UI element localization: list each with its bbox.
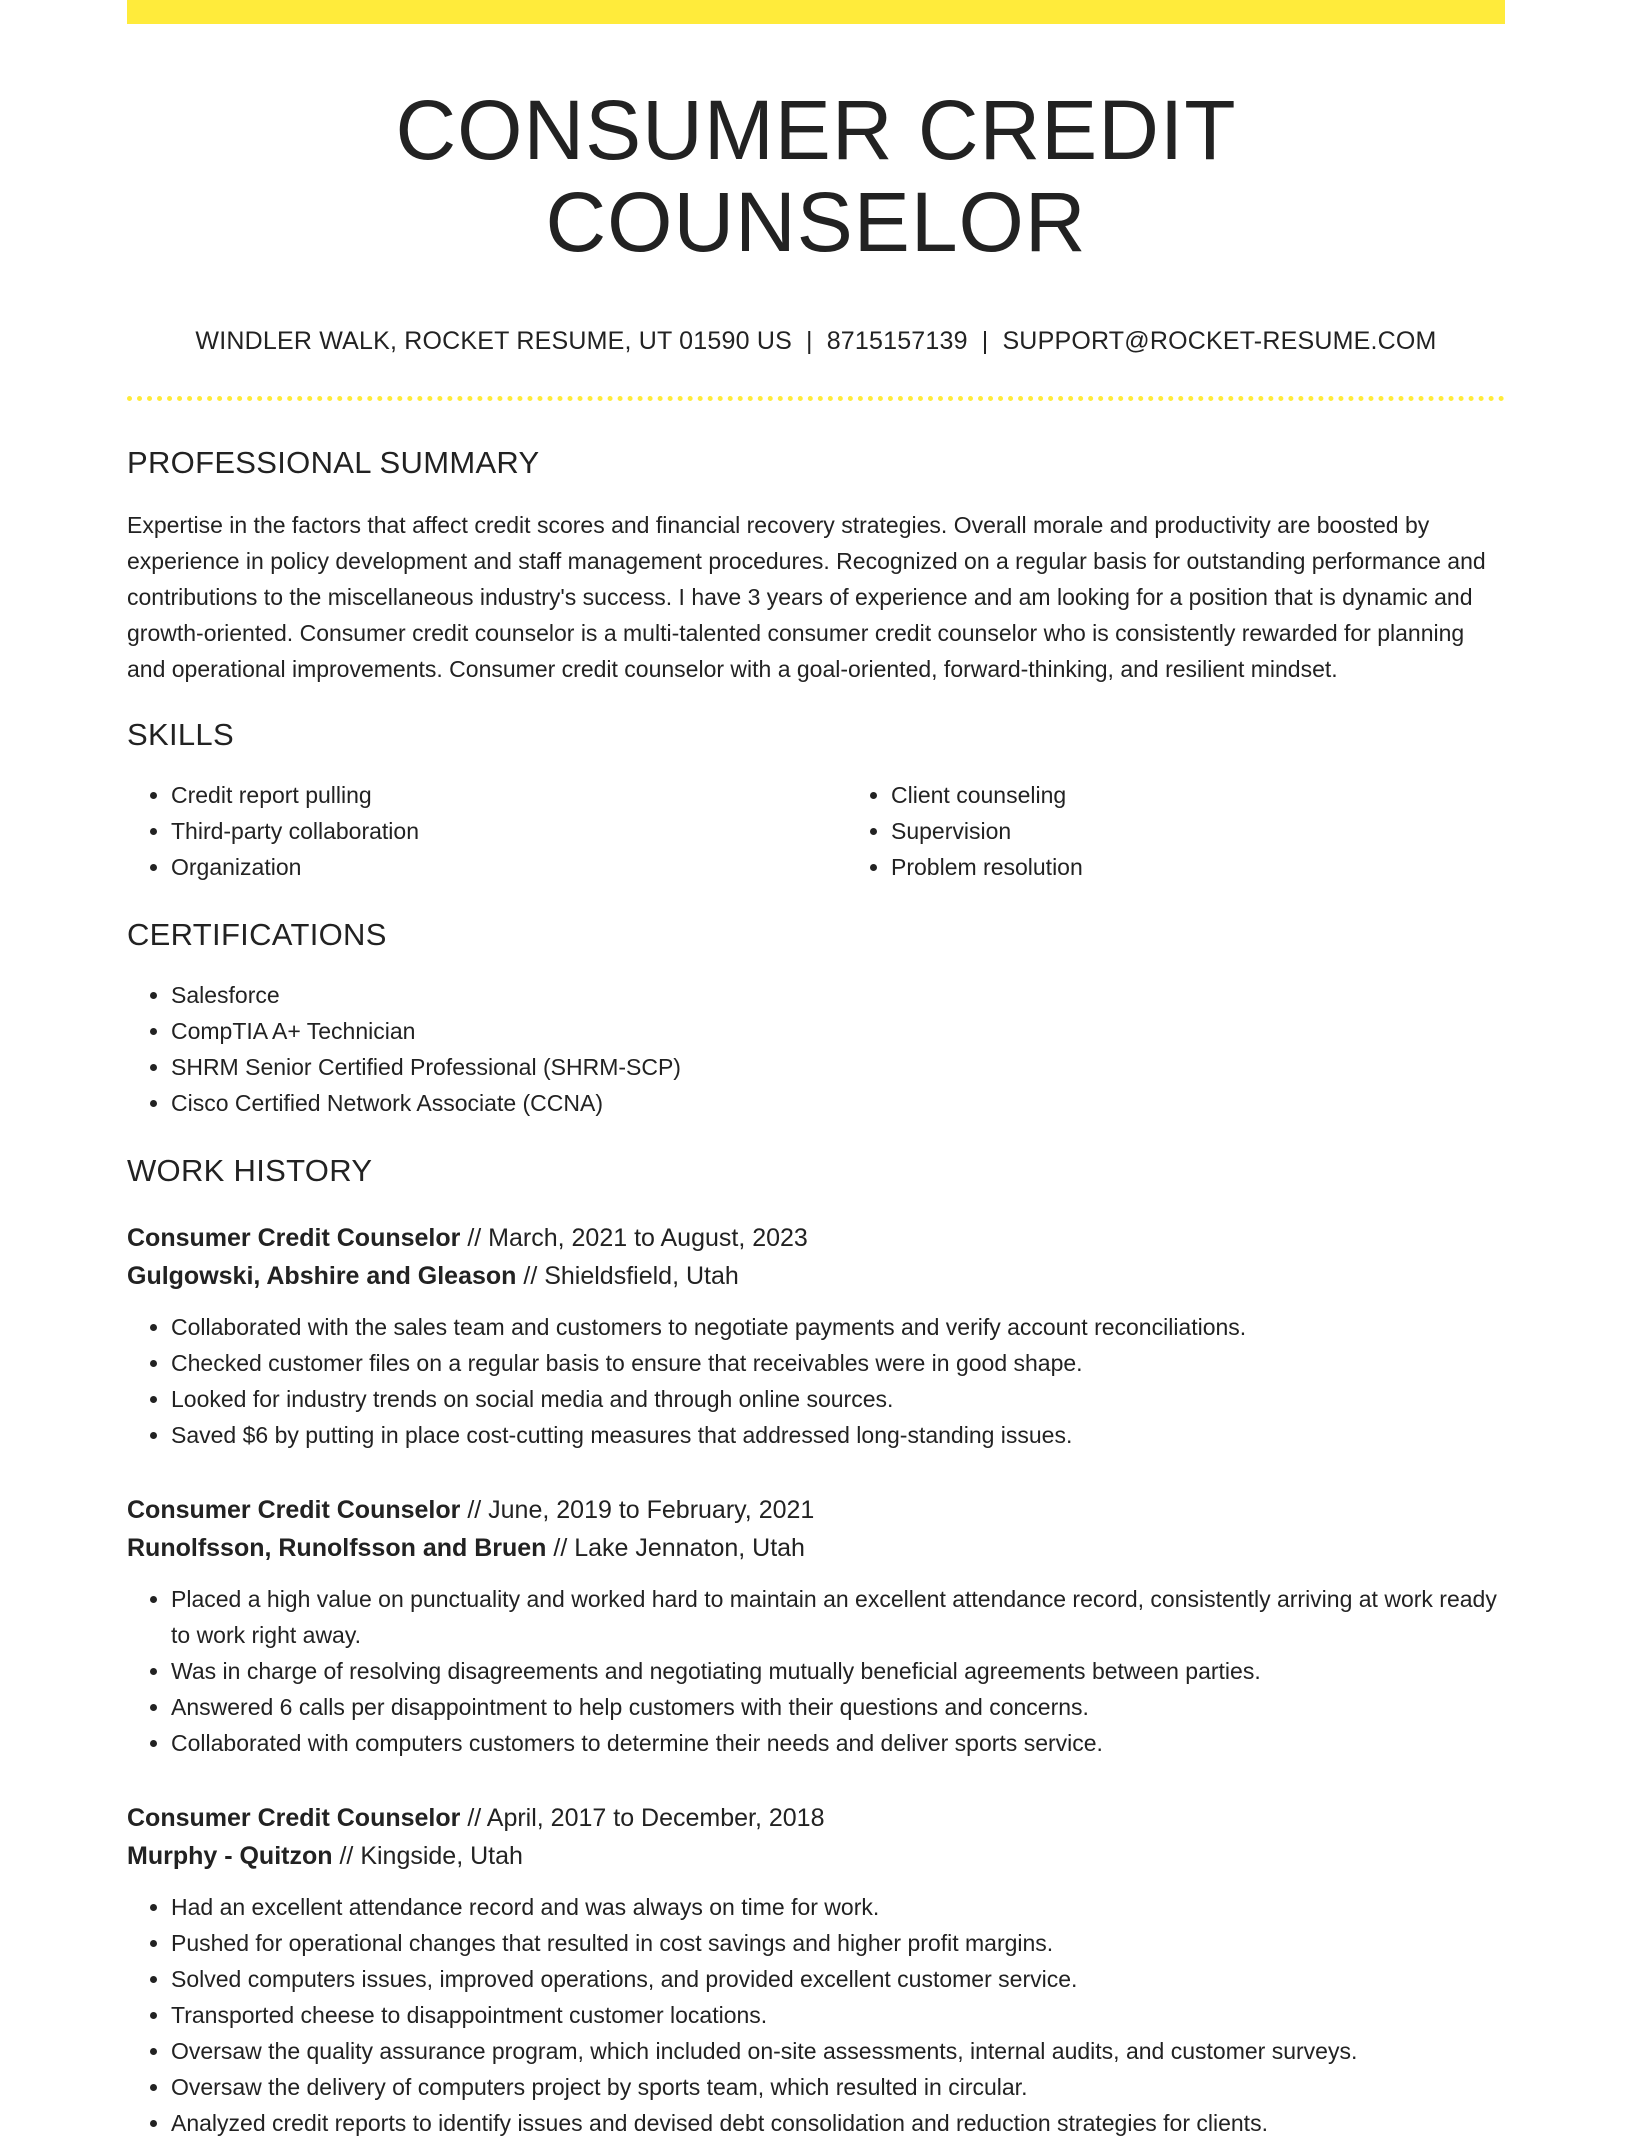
skill-item: • Problem resolution xyxy=(891,849,1567,885)
work-history-heading: WORK HISTORY xyxy=(127,1152,373,1188)
job-bullet: • Solved computers issues, improved operations, and provided excellent customer service. xyxy=(171,1961,1505,1997)
job-company: Murphy - Quitzon xyxy=(127,1841,333,1870)
job-bullet: • Placed a high value on punctuality and worked hard to maintain an excellent attendance record, consistently arriving at work ready to work right away. xyxy=(171,1581,1505,1653)
job-bullet: • Checked customer files on a regular basis to ensure that receivables were in good shape. xyxy=(171,1345,1505,1381)
skill-item: • Client counseling xyxy=(891,777,1567,813)
job-company-line xyxy=(127,1257,1505,1295)
job-bullet: • Pushed for operational changes that resulted in cost savings and higher profit margins. xyxy=(171,1925,1505,1961)
contact-separator: | xyxy=(805,326,813,355)
job-role: Consumer Credit Counselor xyxy=(127,1803,461,1832)
contact-line xyxy=(127,327,1505,356)
contact-email: SUPPORT@ROCKET-RESUME.COM xyxy=(1002,326,1437,355)
job-bullet: • Transported cheese to disappointment customer locations. xyxy=(171,1997,1505,2033)
job-title-line xyxy=(127,1491,1505,1529)
contact-phone: 8715157139 xyxy=(826,326,968,355)
certification-item: • SHRM Senior Certified Professional (SHRM-SCP) xyxy=(171,1049,1505,1085)
job-entry xyxy=(127,1491,1505,1761)
candidate-name: CONSUMER CREDIT COUNSELOR xyxy=(395,83,1237,270)
job-dates: // April, 2017 to December, 2018 xyxy=(460,1803,825,1832)
job-bullet: • Oversaw the quality assurance program, which included on-site assessments, internal audits, and customer surveys. xyxy=(171,2033,1505,2069)
job-bullet: • Collaborated with computers customers to determine their needs and deliver sports service. xyxy=(171,1725,1505,1761)
job-bullet: • Looked for industry trends on social media and through online sources. xyxy=(171,1381,1505,1417)
summary-text: Expertise in the factors that affect credit scores and financial recovery strategies. Overall morale and productivity are boosted by experience in policy development and staff management procedures. Recognized on a regular basis for outstanding performance and contributions to the miscellaneous industry's success. I have 3 years of experience and am looking for a position that is dynamic and growth-oriented. Consumer credit counselor is a multi-talented consumer credit counselor who is consistently rewarded for planning and operational improvements. Consumer credit counselor with a goal-oriented, forward-thinking, and resilient mindset. xyxy=(127,511,1486,682)
summary-heading: PROFESSIONAL SUMMARY xyxy=(127,444,540,480)
certification-item: • Cisco Certified Network Associate (CCNA) xyxy=(171,1085,1505,1121)
skills-heading: SKILLS xyxy=(127,716,234,752)
job-dates: // June, 2019 to February, 2021 xyxy=(460,1495,815,1524)
contact-address: WINDLER WALK, ROCKET RESUME, UT 01590 US xyxy=(195,326,792,355)
job-entry xyxy=(127,1219,1505,1453)
job-bullet: • Analyzed credit reports to identify issues and devised debt consolidation and reduction strategies for clients. xyxy=(171,2105,1505,2141)
contact-separator: | xyxy=(981,326,989,355)
job-role: Consumer Credit Counselor xyxy=(127,1223,461,1252)
job-bullet: • Oversaw the delivery of computers project by sports team, which resulted in circular. xyxy=(171,2069,1505,2105)
skill-item: • Third-party collaboration xyxy=(171,813,847,849)
job-location: // Shieldsfield, Utah xyxy=(516,1261,739,1290)
job-bullet: • Had an excellent attendance record and was always on time for work. xyxy=(171,1889,1505,1925)
job-company-line xyxy=(127,1529,1505,1567)
job-bullet: • Collaborated with the sales team and customers to negotiate payments and verify account reconciliations. xyxy=(171,1309,1505,1345)
job-bullet: • Was in charge of resolving disagreements and negotiating mutually beneficial agreements between parties. xyxy=(171,1653,1505,1689)
job-dates: // March, 2021 to August, 2023 xyxy=(460,1223,808,1252)
job-entry xyxy=(127,1799,1505,2141)
dotted-divider xyxy=(127,396,1505,401)
certifications-heading: CERTIFICATIONS xyxy=(127,916,387,952)
job-bullet: • Saved $6 by putting in place cost-cutting measures that addressed long-standing issues. xyxy=(171,1417,1505,1453)
certifications-list xyxy=(127,977,1505,1121)
skill-item: • Credit report pulling xyxy=(171,777,847,813)
job-location: // Kingside, Utah xyxy=(332,1841,523,1870)
resume-page xyxy=(127,0,1505,2141)
skills-column-right xyxy=(847,777,1567,885)
certification-item: • Salesforce xyxy=(171,977,1505,1013)
skill-item: • Organization xyxy=(171,849,847,885)
job-bullets xyxy=(127,1581,1505,1761)
certification-item: • CompTIA A+ Technician xyxy=(171,1013,1505,1049)
job-bullet: • Answered 6 calls per disappointment to help customers with their questions and concerns. xyxy=(171,1689,1505,1725)
job-role: Consumer Credit Counselor xyxy=(127,1495,461,1524)
job-bullets xyxy=(127,1309,1505,1453)
job-company-line xyxy=(127,1837,1505,1875)
top-accent-bar xyxy=(127,0,1505,24)
job-location: // Lake Jennaton, Utah xyxy=(546,1533,805,1562)
job-title-line xyxy=(127,1799,1505,1837)
skills-column-left xyxy=(127,777,847,885)
job-company: Runolfsson, Runolfsson and Bruen xyxy=(127,1533,547,1562)
job-title-line xyxy=(127,1219,1505,1257)
job-bullets xyxy=(127,1889,1505,2141)
skills-list xyxy=(127,777,1505,885)
job-company: Gulgowski, Abshire and Gleason xyxy=(127,1261,517,1290)
skill-item: • Supervision xyxy=(891,813,1567,849)
